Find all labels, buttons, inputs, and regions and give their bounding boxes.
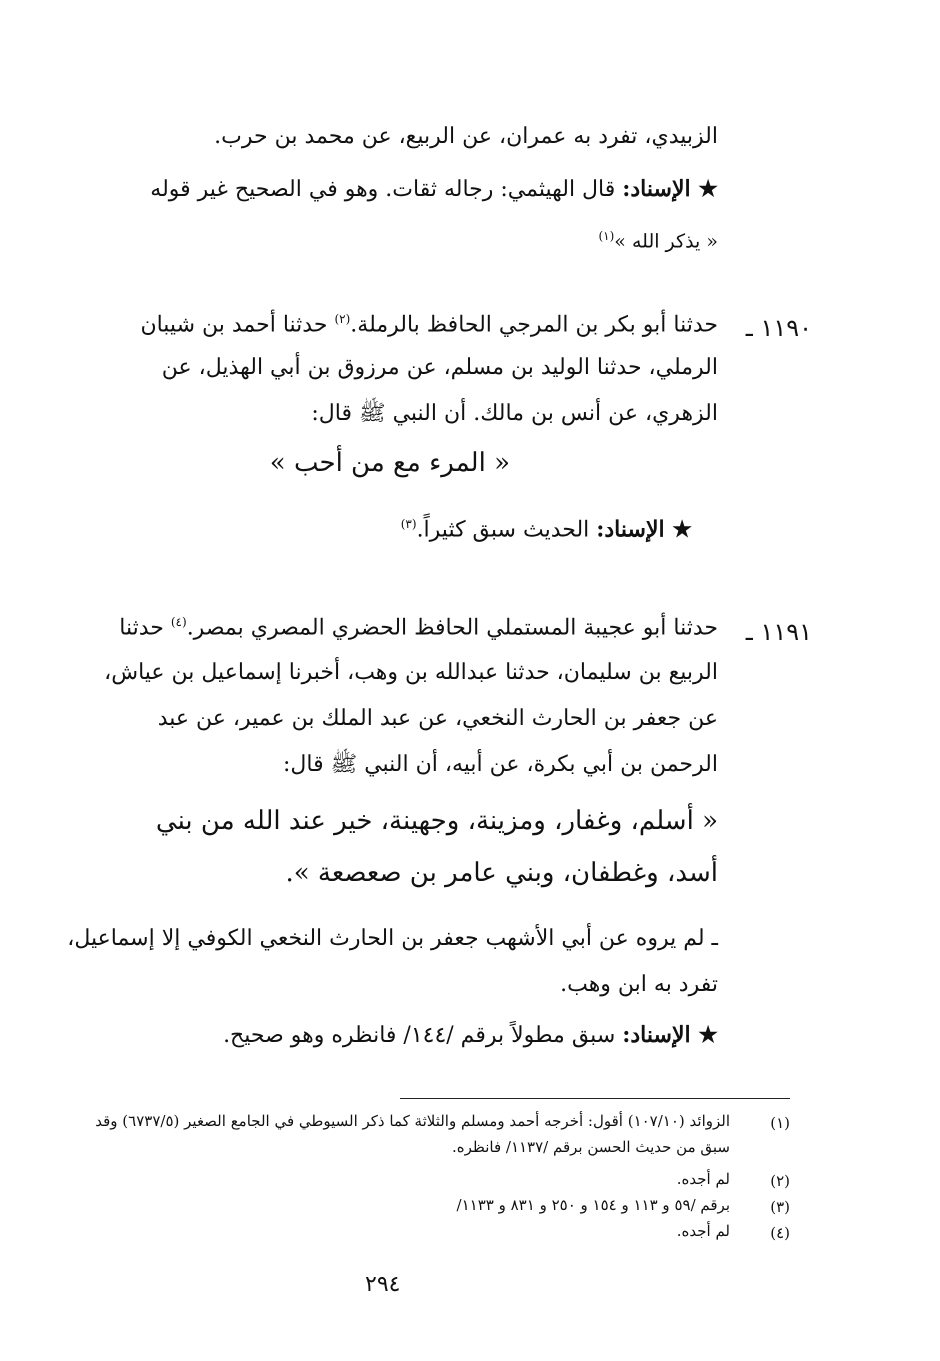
footnote-ref: (٤) <box>170 615 187 629</box>
text-line <box>119 616 718 639</box>
text-line <box>140 313 718 336</box>
note-line: ـ لم يروه عن أبي الأشهب جعفر بن الحارث النخعي الكوفي إلا إسماعيل، <box>67 926 718 951</box>
quoted-phrase: « يذكر الله » <box>614 230 718 253</box>
note-line: تفرد به ابن وهب. <box>560 972 718 997</box>
footnote-ref: (١) <box>598 229 615 243</box>
text-line: الرحمن بن أبي بكرة، عن أبيه، أن النبي ﷺ قال: <box>283 752 718 777</box>
page-number: ٢٩٤ <box>365 1272 401 1297</box>
text-line: عن جعفر بن الحارث النخعي، عن عبد الملك بن عمير، عن عبد <box>157 706 718 731</box>
isnad-text: سبق مطولاً برقم /١٤٤/ فانظره وهو صحيح. <box>223 1023 616 1048</box>
matn-line: « أسلم، وغفار، ومزينة، وجهينة، خير عند الله من بني <box>155 806 718 836</box>
text-line: الربيع بن سليمان، حدثنا عبدالله بن وهب، أخبرنا إسماعيل بن عياش، <box>104 660 718 685</box>
text-segment: حدثنا <box>119 615 164 641</box>
text-line: الرملي، حدثنا الوليد بن مسلم، عن مرزوق بن أبي الهذيل، عن <box>161 355 718 380</box>
footnote-text: الزوائد (١٠٧/١٠) أقول: أخرجه أحمد ومسلم والثلاثة كما ذكر السيوطي في الجامع الصغير (٦٧٣٧/٥) وقد <box>95 1112 730 1130</box>
isnad-text: قال الهيثمي: رجاله ثقات. وهو في الصحيح غير قوله <box>150 177 616 202</box>
text-line <box>598 230 718 251</box>
matn-line: « المرء مع من أحب » <box>269 448 510 478</box>
footnote-text: لم أجده. <box>676 1222 730 1240</box>
footnote-number: (٢) <box>770 1172 790 1190</box>
footnote-text: لم أجده. <box>676 1170 730 1188</box>
text-segment: حدثنا أحمد بن شيبان <box>140 312 328 338</box>
footnote-divider <box>400 1098 790 1099</box>
hadith-number: ١١٩١ ـ <box>745 618 812 646</box>
footnote-text: سبق من حديث الحسن برقم /١١٣٧/ فانظره. <box>451 1138 730 1156</box>
isnad-label: ★ الإسناد: <box>622 1022 718 1048</box>
footnote-ref: (٢) <box>334 312 351 326</box>
footnote-number: (٤) <box>770 1224 790 1242</box>
text-segment: حدثنا أبو بكر بن المرجي الحافظ بالرملة. <box>350 312 718 338</box>
footnote-number: (٣) <box>770 1198 790 1216</box>
text-segment: حدثنا أبو عجيبة المستملي الحافظ الحضري المصري بمصر. <box>186 615 718 641</box>
text-line: الزهري، عن أنس بن مالك. أن النبي ﷺ قال: <box>311 401 718 426</box>
isnad-label: ★ الإسناد: <box>622 176 718 202</box>
hadith-number: ١١٩٠ ـ <box>745 314 812 342</box>
isnad-line <box>401 518 692 541</box>
text-line: الزبيدي، تفرد به عمران، عن الربيع، عن محمد بن حرب. <box>214 124 718 149</box>
footnote-number: (١) <box>770 1114 790 1132</box>
isnad-line <box>223 1024 718 1047</box>
isnad-text: الحديث سبق كثيراً. <box>416 517 590 543</box>
isnad-label: ★ الإسناد: <box>596 516 692 543</box>
footnote-text: برقم /٥٩ و ١١٣ و ١٥٤ و ٢٥٠ و ٨٣١ و ١١٣٣/ <box>456 1196 730 1214</box>
footnote-ref: (٣) <box>400 517 417 531</box>
isnad-line <box>150 178 718 201</box>
matn-line: أسد، وغطفان، وبني عامر بن صعصعة ». <box>285 858 718 888</box>
